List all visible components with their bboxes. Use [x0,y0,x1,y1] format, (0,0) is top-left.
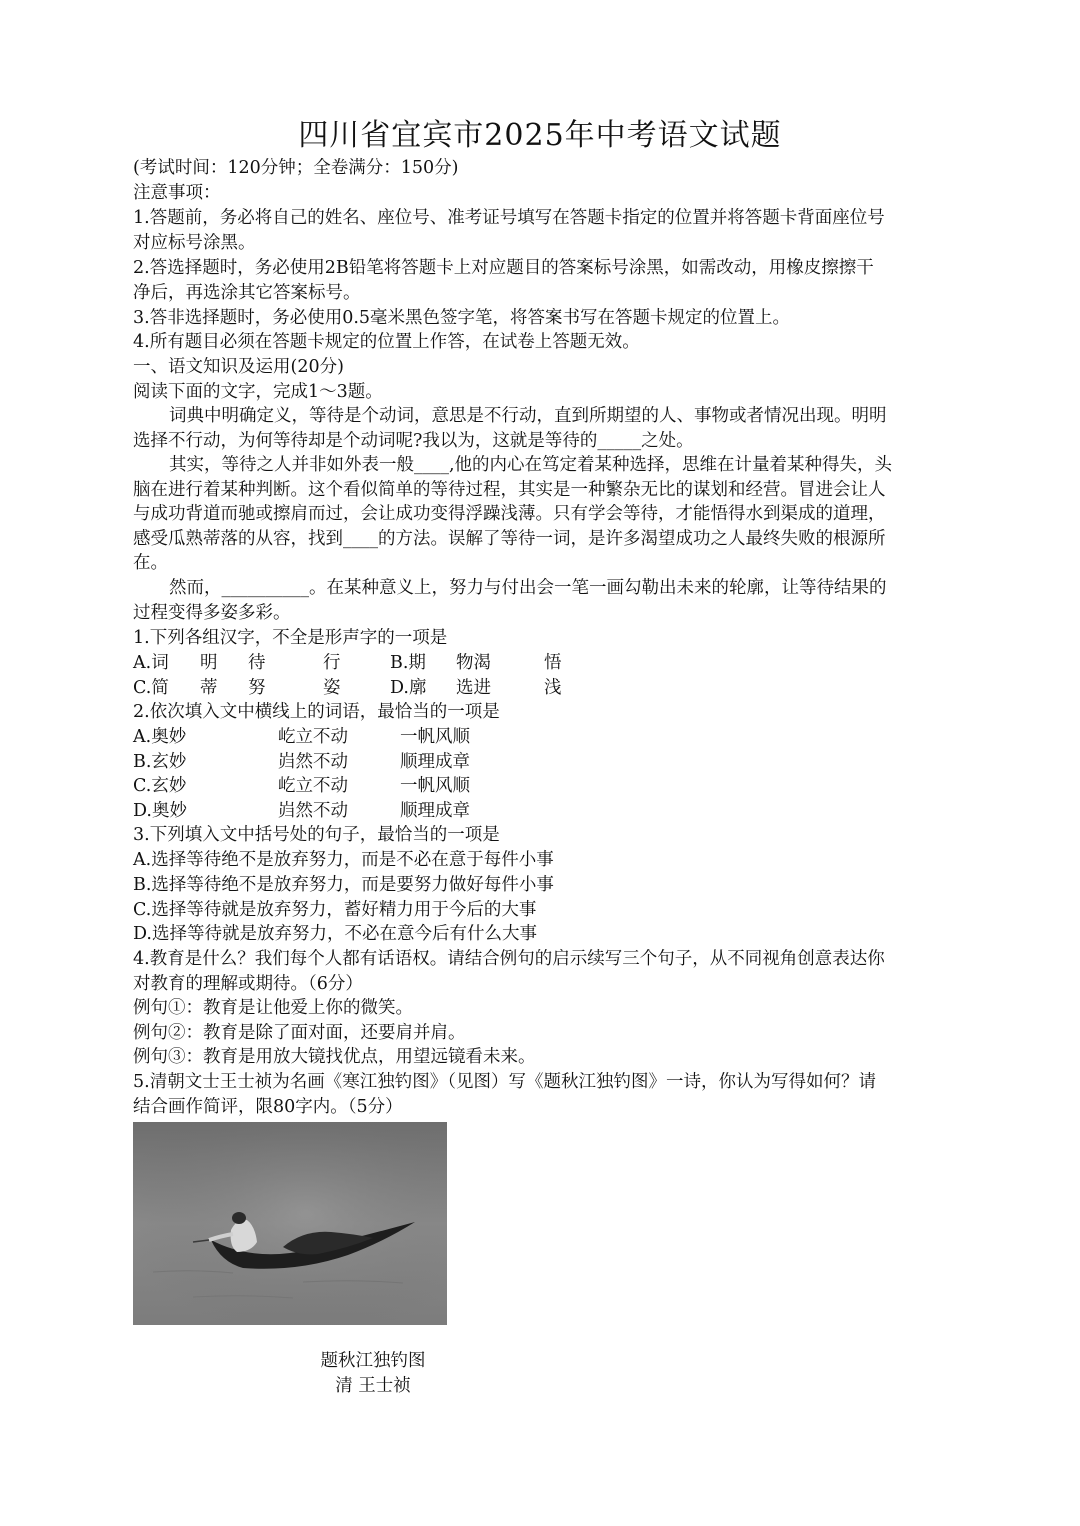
question-4-stem: 对教育的理解或期待。（6分） [133,974,363,994]
question-5-stem: 结合画作简评，限80字内。（5分） [133,1097,403,1117]
poem-author: 清 王士祯 [335,1376,411,1396]
option-cell: 顺理成章 [400,801,470,821]
option-cell: A.奥妙 [133,727,187,747]
option-cell: 选进 [456,678,491,698]
option-cell: D.奥妙 [133,801,187,821]
example-sentence: 例句②：教育是除了面对面，还要肩并肩。 [133,1023,466,1043]
example-sentence: 例句③：教育是用放大镜找优点，用望远镜看未来。 [133,1047,536,1067]
option-cell: 行 [323,653,341,673]
passage-line: 在。 [133,553,168,573]
passage-line: 然而，__________。在某种意义上，努力与付出会一笔一画勾勒出未来的轮廓，让等待结果的 [169,578,887,598]
option-cell: B.玄妙 [133,752,187,772]
question-2-stem: 2.依次填入文中横线上的词语，最恰当的一项是 [133,702,500,722]
passage-line: 脑在进行着某种判断。这个看似简单的等待过程，其实是一种繁杂无比的谋划和经营。冒进会让人 [133,480,886,500]
question-3-option: D.选择等待就是放弃努力，不必在意今后有什么大事 [133,924,537,944]
option-cell: 一帆风顺 [400,727,470,747]
question-5-stem: 5.清朝文士王士祯为名画《寒江独钓图》（见图）写《题秋江独钓图》一诗，你认为写得如何？请 [133,1072,876,1092]
option-cell: A.词 [133,653,169,673]
notice-line: 对应标号涂黑。 [133,233,256,253]
passage-line: 其实，等待之人并非如外表一般____,他的内心在笃定着某种选择，思维在计量着某种得失，头 [169,455,893,475]
option-cell: 屹立不动 [278,727,348,747]
fishing-painting-image [133,1122,447,1325]
option-cell: C.玄妙 [133,776,187,796]
notice-line: 净后，再选涂其它答案标号。 [133,283,361,303]
option-cell: 岿然不动 [278,752,348,772]
question-3-stem: 3.下列填入文中括号处的句子，最恰当的一项是 [133,825,500,845]
page-title: 四川省宜宾市2025年中考语文试题 [298,118,782,153]
section-heading: 一、语文知识及运用(20分) [133,357,344,377]
option-cell: 待 [248,653,266,673]
passage-line: 感受瓜熟蒂落的从容，找到____的方法。误解了等待一词，是许多渴望成功之人最终失败的根源所 [133,529,886,549]
exam-info: (考试时间：120分钟；全卷满分：150分) [133,158,459,178]
option-cell: 屹立不动 [278,776,348,796]
option-cell: C.简 [133,678,169,698]
option-cell: B.期 [390,653,426,673]
option-cell: 努 [248,678,266,698]
question-3-option: C.选择等待就是放弃努力，蓄好精力用于今后的大事 [133,900,537,920]
option-cell: 物渴 [456,653,491,673]
question-3-option: B.选择等待绝不是放弃努力，而是要努力做好每件小事 [133,875,554,895]
example-sentence: 例句①：教育是让他爱上你的微笑。 [133,998,413,1018]
notice-line: 4.所有题目必须在答题卡规定的位置上作答，在试卷上答题无效。 [133,332,640,352]
option-cell: D.廓 [390,678,427,698]
option-cell: 顺理成章 [400,752,470,772]
option-cell: 浅 [544,678,562,698]
option-cell: 岿然不动 [278,801,348,821]
passage-line: 选择不行动，为何等待却是个动词呢?我以为，这就是等待的_____之处。 [133,431,694,451]
notice-heading: 注意事项： [133,183,221,203]
passage-line: 过程变得多姿多彩。 [133,603,291,623]
notice-line: 2.答选择题时，务必使用2B铅笔将答题卡上对应题目的答案标号涂黑，如需改动，用橡皮擦擦干 [133,258,874,278]
passage-line: 词典中明确定义，等待是个动词，意思是不行动，直到所期望的人、事物或者情况出现。明明 [169,406,887,426]
question-3-option: A.选择等待绝不是放弃努力，而是不必在意于每件小事 [133,850,554,870]
reading-instruction: 阅读下面的文字，完成1～3题。 [133,382,383,402]
option-cell: 蒂 [200,678,218,698]
option-cell: 明 [200,653,218,673]
passage-line: 与成功背道而驰或擦肩而过，会让成功变得浮躁浅薄。只有学会等待，才能悟得水到渠成的道理， [133,504,886,524]
notice-line: 1.答题前，务必将自己的姓名、座位号、准考证号填写在答题卡指定的位置并将答题卡背面座位号 [133,208,885,228]
question-4-stem: 4.教育是什么？我们每个人都有话语权。请结合例句的启示续写三个句子，从不同视角创意表达你 [133,949,885,969]
notice-line: 3.答非选择题时，务必使用0.5毫米黑色签字笔，将答案书写在答题卡规定的位置上。 [133,308,791,328]
option-cell: 悟 [544,653,562,673]
question-1-stem: 1.下列各组汉字，不全是形声字的一项是 [133,628,448,648]
poem-title: 题秋江独钓图 [320,1351,426,1371]
option-cell: 一帆风顺 [400,776,470,796]
option-cell: 姿 [323,678,341,698]
